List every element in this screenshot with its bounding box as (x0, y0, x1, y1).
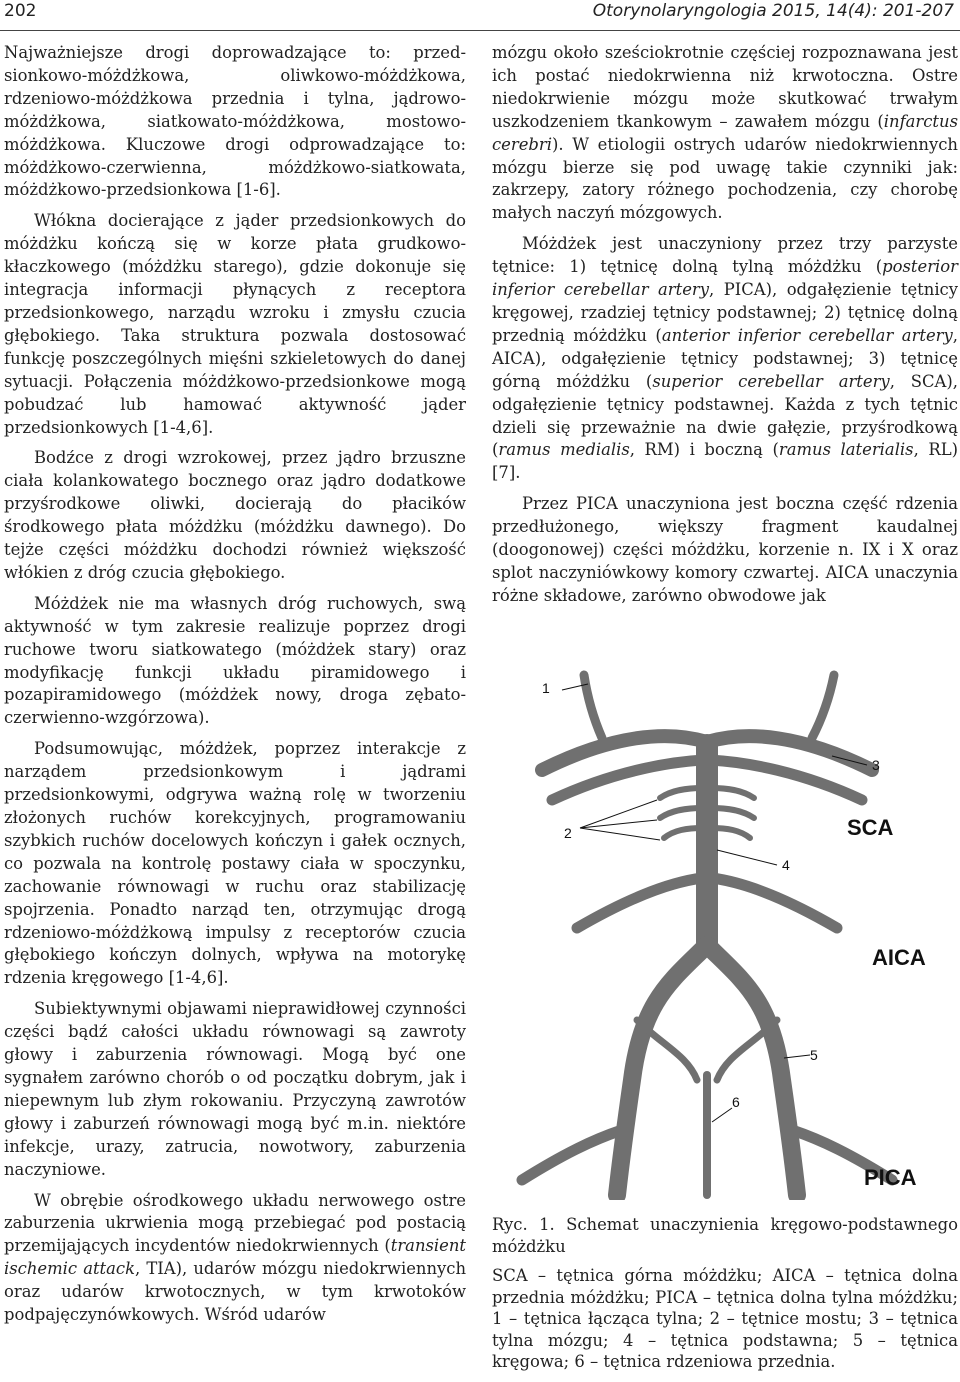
paragraph: Podsumowując, móżdżek, poprzez interakcje z narządem przedsionkowym i jądrami przedsionkowymi, odgrywa ważną rolę w tworzeniu złożonych ruchów korekcyjnych, programowaniu szybkich ruchów docelowych kończyn i gałek ocznych, co pozwala na kontrolę postawy ciała w spoczynku, zachowanie równowagi w ruchu oraz stabilizację spojrzenia. Ponadto narząd ten, otrzymując drogą rdzeniowo-móżdżkową impulsy z receptorów czucia głębokiego kończyn dolnych, wpływa na motorykę rdzenia kręgowego [1-4,6]. (4, 739, 466, 988)
header-rule (0, 30, 960, 31)
vertebrobasilar-schematic (492, 660, 958, 1200)
artery-diagram (492, 660, 958, 1200)
figure-caption (492, 1214, 958, 1381)
label-4: 4 (782, 857, 790, 873)
label-6: 6 (732, 1094, 740, 1110)
caption-legend: SCA – tętnica górna móżdżku; AICA – tętnica dolna przednia móżdżku; PICA – tętnica dolna tylna móżdżku; 1 – tętnica łącząca tylna; 2 – tętnice mostu; 3 – tętnica tylna mózgu; 4 – tętnica podstawna; 5 – tętnica kręgowa; 6 – tętnica rdzeniowa przednia. (492, 1266, 958, 1371)
page-number: 202 (4, 1, 37, 21)
leader-5 (784, 1055, 810, 1058)
paragraph: Subiektywnymi objawami nieprawidłowej czynności części bądź całości układu równowagi są zawroty głowy i zaburzenia równowagi. Mogą być one sygnałem zarówno chorób o od początku dobrym, jak i niepewnym lub złym rokowaniu. Przyczyną zawrotów głowy i zaburzeń równowagi mogą być m.in. niektóre infekcje, urazy, zatrucia, nowotwory, zaburzenia naczyniowe. (4, 999, 466, 1179)
aica-right (712, 878, 837, 928)
leader-6 (712, 1108, 732, 1122)
label-3: 3 (872, 757, 880, 773)
leader-2 (580, 828, 660, 840)
leader-4 (717, 850, 777, 865)
paragraph: Bodźce z drogi wzrokowej, przez jądro brzuszne ciała kolankowatego bocznego oraz jądro dodatkowe przyśrodkowe oliwki, docierają do płacików środkowego płata móżdżku (móżdżku dawnego). Do tejże części móżdżku dochodzi również większość włókien z dróg czucia głębokiego. (4, 448, 466, 582)
label-2: 2 (564, 825, 572, 841)
paragraph: Najważniejsze drogi doprowadzające to: przed-sionkowo-móżdżkowa, oliwkowo-móżdżkowa, rdzeniowo-móżdżkowa przednia i tylna, jądrowo-móżdżkowa, siatkowato-móżdżkowa, mostowo-móżdżkowa. Kluczowe drogi odprowadzające to: móżdżkowo-czerwienna, móżdżkowo-siatkowata, móżdżkowo-przedsionkowa [1-6]. (4, 43, 466, 200)
right-column (492, 42, 958, 608)
label-pica: PICA (864, 1165, 917, 1190)
label-sca: SCA (847, 815, 894, 840)
paragraph: Włókna docierające z jąder przedsionkowych do móżdżku kończą się w korze płata grudkowo-kłaczkowego (móżdżku starego), gdzie dokonuje się integracja informacji płynących z receptora przedsionkowego, narządu wzroku i zmysłu czucia głębokiego. Taka struktura pozwala dostosować funkcję poszczególnych mięśni szkieletowych do danej sytuacji. Połączenia móżdżkowo-przedsionkowe mogą pobudzać lub hamować aktywność jąder przedsionkowych [1-4,6]. (4, 211, 466, 437)
label-aica: AICA (872, 945, 926, 970)
paragraph: W obrębie ośrodkowego układu nerwowego ostre zaburzenia ukrwienia mogą przebiegać pod postacią przemijających incydentów niedokrwiennych (transient ischemic attack, TIA), udarów mózgu niedokrwiennych oraz udarów krwotocznych, w tym krwotoków podpajęczynówkowych. Wśród udarów (4, 1190, 466, 1325)
label-1: 1 (542, 680, 550, 696)
paragraph: Móżdżek nie ma własnych dróg ruchowych, swą aktywność w tym zakresie realizuje poprzez drogi ruchowe tworu siatkowatego (móżdżek stary) oraz modyfikację funkcji układu piramidowego i pozapiramidowego (móżdżek nowy, droga zębato-czerwienno-wzgórzowa). (4, 593, 466, 728)
journal-citation: Otorynolaryngologia 2015, 14(4): 201-207 (592, 1, 954, 21)
label-5: 5 (810, 1047, 818, 1063)
pica-left (522, 1130, 622, 1180)
aica-left (577, 878, 702, 928)
paragraph: Móżdżek jest unaczyniony przez trzy parzyste tętnice: 1) tętnicę dolną tylną móżdżku (posterior inferior cerebellar artery, PICA), odgałęzienie tętnicy kręgowej, rzadziej tętnicy podstawnej; 2) tętnicę dolną przednią móżdżku (anterior inferior cerebellar artery, AICA), odgałęzienie tętnicy podstawnej; 3) tętnicę górną móżdżku (superior cerebellar artery, SCA), odgałęzienie tętnicy podstawnej. Każda z tych tętnic dzieli się przeważnie na dwie gałęzie, przyśrodkową (ramus medialis, RM) i boczną (ramus laterialis, RL) [7]. (492, 234, 959, 483)
posterior-communicating-right (812, 675, 834, 738)
sca-left (552, 760, 704, 800)
paragraph: Przez PICA unaczyniona jest boczna część rdzenia przedłużonego, większy fragment kaudalnej (doogonowej) części móżdżku, korzenie n. IX i X oraz splot naczyniówkowy komory czwartej. AICA unaczynia różne składowe, zarówno obwodowe jak (492, 494, 958, 605)
left-column (4, 42, 466, 1327)
caption-title: Ryc. 1. Schemat unaczynienia kręgowo-podstawnego móżdżku (492, 1215, 958, 1256)
sca-right (710, 760, 862, 800)
paragraph: mózgu około sześciokrotnie częściej rozpoznawana jest ich postać niedokrwienna niż krwotoczna. Ostre niedokrwienie mózgu może skutkować trwałym uszkodzeniem tkankowym – zawałem mózgu (infarctus cerebri). W etiologii ostrych udarów niedokrwiennych mózgu bierze się pod uwagę takie czynniki jak: zakrzepy, zatory różnego pochodzenia, czy chorobę małych naczyń mózgowych. (492, 43, 958, 223)
